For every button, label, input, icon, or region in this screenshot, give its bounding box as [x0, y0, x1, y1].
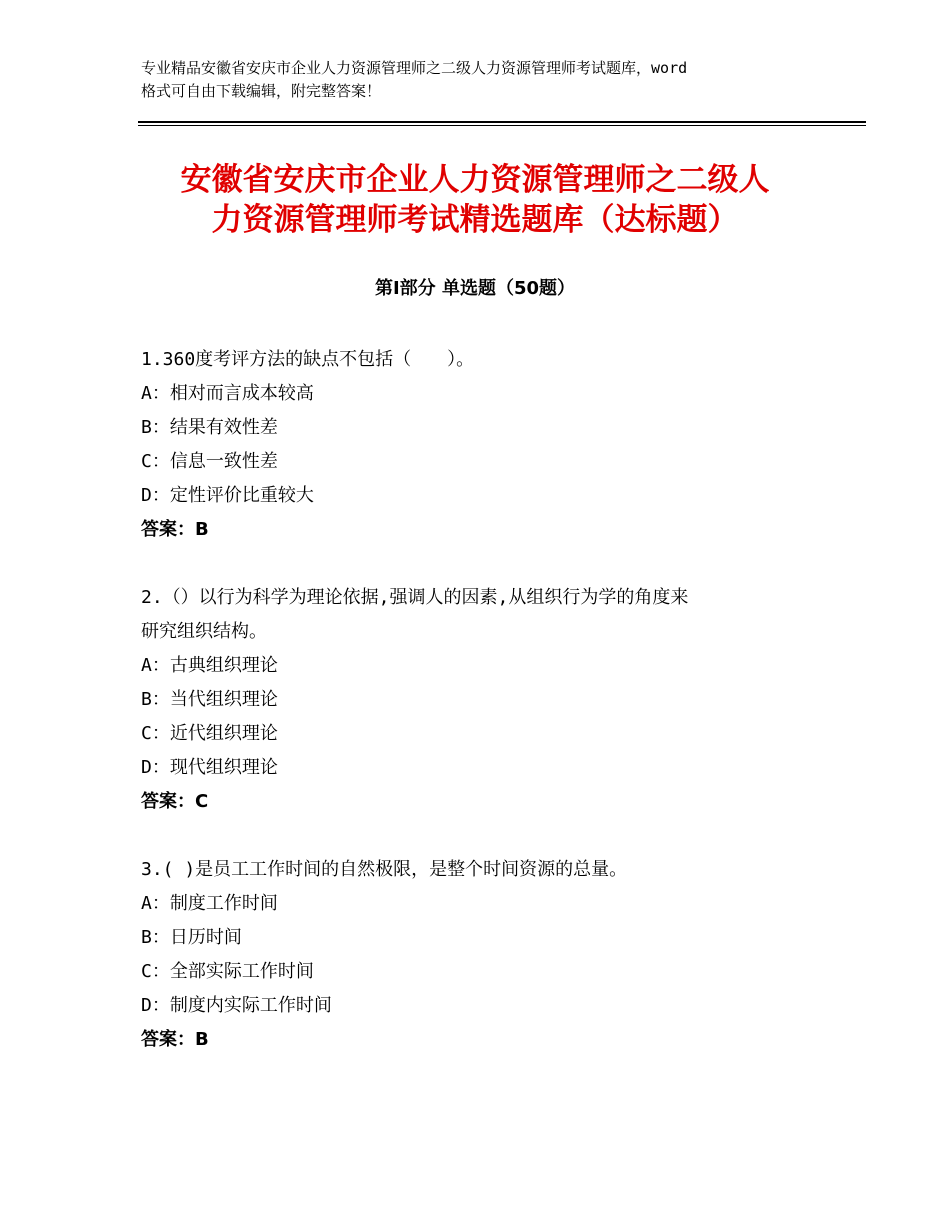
option-a: A：相对而言成本较高 — [141, 383, 314, 404]
question-1 — [141, 343, 821, 547]
title-line-2: 力资源管理师考试精选题库（达标题） — [211, 202, 739, 238]
option-c: C：全部实际工作时间 — [141, 961, 314, 982]
question-stem-continued: 研究组织结构。 — [141, 621, 267, 642]
page-header — [141, 57, 821, 103]
section-heading: 第Ⅰ部分 单选题（50题） — [374, 278, 575, 299]
header-divider-thin — [138, 125, 866, 126]
header-divider-thick — [138, 121, 866, 123]
question-stem: 1.360度考评方法的缺点不包括（ ）。 — [141, 349, 475, 370]
option-d: D：制度内实际工作时间 — [141, 995, 332, 1016]
option-d: D：现代组织理论 — [141, 757, 278, 778]
answer-label: 答案：B — [141, 1029, 209, 1050]
option-b: B：结果有效性差 — [141, 417, 278, 438]
option-a: A：古典组织理论 — [141, 655, 278, 676]
option-c: C：近代组织理论 — [141, 723, 278, 744]
question-stem: 2.（）以行为科学为理论依据,强调人的因素,从组织行为学的角度来 — [141, 587, 689, 608]
option-b: B：当代组织理论 — [141, 689, 278, 710]
option-d: D：定性评价比重较大 — [141, 485, 314, 506]
title-line-1: 安徽省安庆市企业人力资源管理师之二级人 — [180, 162, 770, 198]
header-line-1: 专业精品安徽省安庆市企业人力资源管理师之二级人力资源管理师考试题库，word — [141, 59, 688, 77]
option-c: C：信息一致性差 — [141, 451, 278, 472]
document-title — [120, 160, 830, 240]
option-b: B：日历时间 — [141, 927, 242, 948]
question-list — [141, 343, 821, 1091]
answer-label: 答案：B — [141, 519, 209, 540]
header-line-2: 格式可自由下载编辑，附完整答案！ — [141, 82, 382, 100]
question-stem: 3.( )是员工工作时间的自然极限，是整个时间资源的总量。 — [141, 859, 628, 880]
option-a: A：制度工作时间 — [141, 893, 278, 914]
question-3 — [141, 853, 821, 1057]
answer-label: 答案：C — [141, 791, 209, 812]
question-2 — [141, 581, 821, 819]
